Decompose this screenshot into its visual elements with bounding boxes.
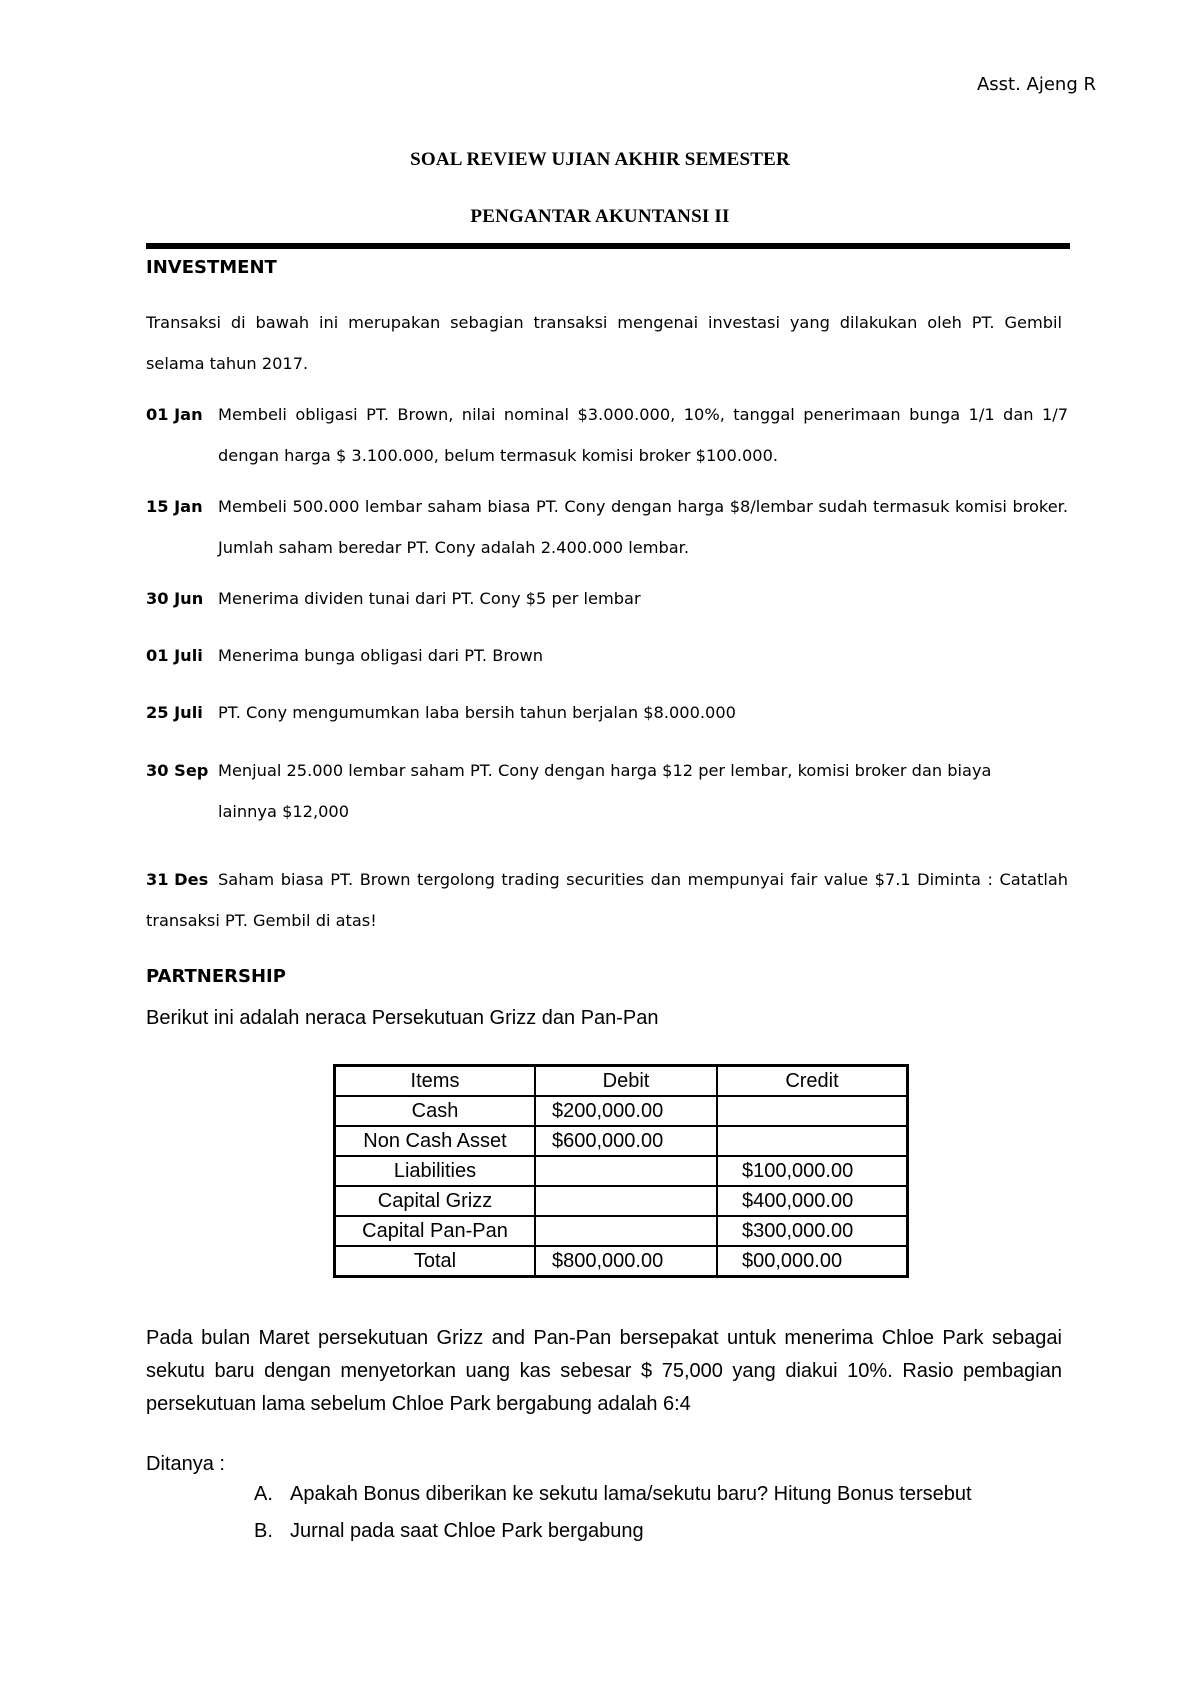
table-cell-credit: $300,000.00 [717,1216,908,1246]
question-item [254,1483,972,1506]
transaction-text: Membeli 500.000 lembar saham biasa PT. Cony dengan harga $8/lembar sudah termasuk komisi broker. Jumlah saham beredar PT. Cony adalah 2.400.000 lembar. [218,497,1068,557]
transaction-date: 15 Jan [146,497,203,516]
table-row [335,1186,908,1216]
transaction-text: Membeli obligasi PT. Brown, nilai nominal $3.000.000, 10%, tanggal penerimaan bunga 1/1 dan 1/7 dengan harga $ 3.100.000, belum termasuk komisi broker $100.000. [218,405,1068,465]
question-marker: B. [254,1520,273,1542]
table-header-cell: Debit [535,1066,717,1097]
table-row [335,1216,908,1246]
document-title: SOAL REVIEW UJIAN AKHIR SEMESTER [410,149,790,170]
table-cell-debit [535,1216,717,1246]
transaction-text: PT. Cony mengumumkan laba bersih tahun berjalan $8.000.000 [218,703,736,722]
partnership-paragraph: Pada bulan Maret persekutuan Grizz and Pan-Pan bersepakat untuk menerima Chloe Park sebagai sekutu baru dengan menyetorkan uang kas sebesar $ 75,000 yang diakui 10%. Rasio pembagian persekutuan lama sebelum Chloe Park bergabung adalah 6:4 [146,1327,1062,1415]
transaction-date: 31 Des [146,870,209,889]
table-total-row [335,1246,908,1277]
table-cell-item: Capital Grizz [335,1186,536,1216]
question-marker: A. [254,1483,273,1505]
balance-sheet-table [333,1064,909,1278]
transaction-item [146,692,1068,733]
table-cell-debit: $800,000.00 [535,1246,717,1277]
table-row [335,1096,908,1126]
transaction-text: Menerima bunga obligasi dari PT. Brown [218,646,544,665]
table-cell-credit: $400,000.00 [717,1186,908,1216]
table-header-cell: Items [335,1066,536,1097]
author-name: Asst. Ajeng R [976,74,1096,95]
table-cell-credit [717,1096,908,1126]
transaction-date: 30 Sep [146,761,209,780]
transaction-text: Menerima dividen tunai dari PT. Cony $5 per lembar [218,589,641,608]
investment-intro: Transaksi di bawah ini merupakan sebagian transaksi mengenai investasi yang dilakukan oleh PT. Gembil selama tahun 2017. [146,313,1062,373]
transaction-item [146,750,1006,832]
transaction-date: 30 Jun [146,589,204,608]
table-cell-debit: $600,000.00 [535,1126,717,1156]
section-heading-investment: INVESTMENT [146,257,277,278]
partnership-lead: Berikut ini adalah neraca Persekutuan Grizz dan Pan-Pan [146,1007,659,1029]
table-cell-credit: $00,000.00 [717,1246,908,1277]
transaction-item [146,578,1068,619]
table-row [335,1126,908,1156]
transaction-text: Menjual 25.000 lembar saham PT. Cony dengan harga $12 per lembar, komisi broker dan biaya lainnya $12,000 [218,761,992,821]
question-text: Apakah Bonus diberikan ke sekutu lama/sekutu baru? Hitung Bonus tersebut [290,1483,972,1505]
section-heading-partnership: PARTNERSHIP [146,966,286,987]
table-cell-item: Non Cash Asset [335,1126,536,1156]
table-cell-debit: $200,000.00 [535,1096,717,1126]
table-cell-credit [717,1126,908,1156]
question-item [254,1520,644,1543]
table-header-cell: Credit [717,1066,908,1097]
transaction-date: 01 Juli [146,646,203,665]
transaction-item [146,394,1068,476]
document-subtitle: PENGANTAR AKUNTANSI II [470,206,730,227]
table-cell-debit [535,1156,717,1186]
table-cell-item: Capital Pan-Pan [335,1216,536,1246]
table-cell-item: Total [335,1246,536,1277]
transaction-item [146,486,1068,568]
table-cell-debit [535,1186,717,1216]
question-prompt: Ditanya : [146,1453,225,1475]
transaction-date: 01 Jan [146,405,203,424]
table-cell-credit: $100,000.00 [717,1156,908,1186]
transaction-date: 25 Juli [146,703,203,722]
transaction-item [146,635,1068,676]
table-cell-item: Cash [335,1096,536,1126]
table-cell-item: Liabilities [335,1156,536,1186]
transaction-text: Saham biasa PT. Brown tergolong trading securities dan mempunyai fair value $7.1 Diminta : Catatlah transaksi PT. Gembil di atas! [146,870,1068,930]
transaction-item [146,859,1068,941]
title-divider [146,243,1070,249]
question-text: Jurnal pada saat Chloe Park bergabung [290,1520,644,1542]
table-row [335,1156,908,1186]
table-header-row [335,1066,908,1097]
